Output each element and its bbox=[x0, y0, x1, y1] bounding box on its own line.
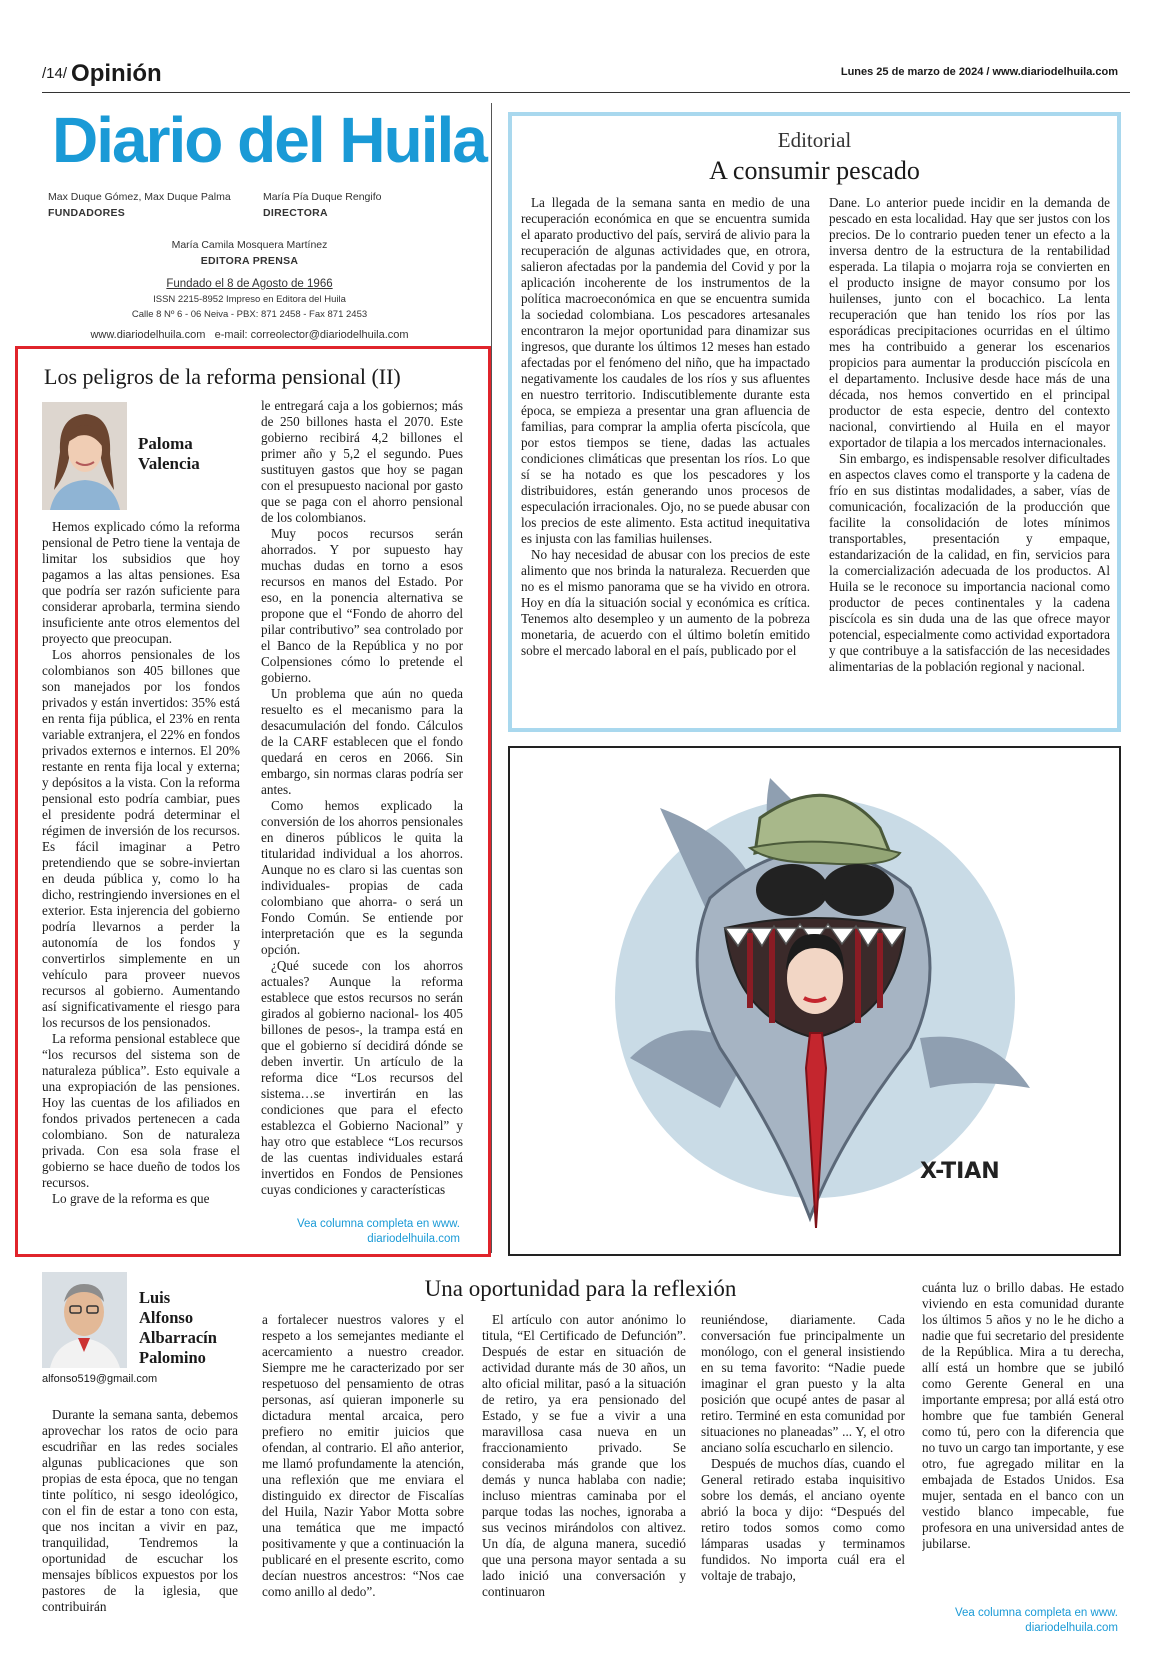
director-name: María Pía Duque Rengifo bbox=[263, 191, 382, 203]
author-photo bbox=[42, 402, 127, 510]
director-role: DIRECTORA bbox=[263, 207, 328, 219]
paragraph: La llegada de la semana santa en medio de una recuperación económica en que se encuentra sumida el aparato productivo del país, servirá de alivio para la recuperación de algunas actividades que, en otrora, salieron afectadas por la pandemia del Covid y por la aplicación incoherente de los instrumentos de la política macroeconómica en que se encuentra sumida la sociedad colombiana. Los pescadores artesanales encontraron la mejor oportunidad para dinamizar sus ingresos, que durante los últimos 12 meses han estado afectadas por el fenómeno del niño, que ha impactado negativamente los caudales de los ríos y sus afluentes en nuestro territorio. Indiscutiblemente durante esta época, se empieza a presentar una gran afluencia de familias, para comprar la amplia oferta piscícola, que por estos tiempos se tiene, dadas las actuales condiciones climáticas que presentan los ríos. Lo que sí se ha notado es que los pescadores y los distribuidores, están generando unos procesos de especulación irracionales. Ojo, no se puede abusar con los precios de este alimento. Esta actitud inequitativa es injusta con las familias huilenses. bbox=[521, 195, 810, 546]
author-name bbox=[139, 1288, 217, 1368]
website-link[interactable]: www.diariodelhuila.com bbox=[90, 329, 206, 341]
shark-cartoon-icon bbox=[510, 748, 1119, 1254]
paragraph: La reforma pensional establece que “los recursos del sistema son de naturaleza pública”. Esto equivale a una expropiación de las pensiones. Hoy las cuentas de los afiliados en fondos privados pertenecen a cada colombiano. Son de naturaleza privada. Con esa sola frase el gobierno se hace dueño de todos los recursos. bbox=[42, 1031, 240, 1190]
paragraph: Los ahorros pensionales de los colombianos son 405 billones que son manejados por los fondos privados y están invertidos: 35% está en renta fija pública, el 23% en renta variable extranjera, el 22% en fondos privados externos e internos. El 20% restante en renta fija local y externa; y depósitos a la vista. Con la reforma pensional esto podría cambiar, pues el presidente podrá determinar el régimen de inversión de los recursos. Es fácil imaginar a Petro pretendiendo que se sobre-inviertan en deuda pública y, como lo ha dicho, restringiendo inversiones en el exterior. Esta injerencia del gobierno podría llevarnos a perder la autonomía de los fondos y convertirlos simplemente en un vehículo para proveer nuevos recursos al gobierno. Aumentando así significativamente el riesgo para los recursos de los pensionados. bbox=[42, 647, 240, 1030]
author-name-line: Palomino bbox=[139, 1348, 206, 1367]
read-more-line1: Vea columna completa en www. bbox=[954, 1607, 1118, 1619]
author-portrait-icon bbox=[42, 402, 127, 510]
masthead-director bbox=[263, 189, 463, 221]
paragraph: Sin embargo, es indispensable resolver dificultades en aspectos claves como el transporte y la cadena de frío en sus distintas modalidades, a saber, vías de comunicación, focalización de la producción que facilite la consolidación de lotes mínimos transportables, presentación y empaque, estandarización de la calidad, en fin, servicios para la comercialización adecuada de los productos. Al Huila se le reconoce su importancia nacional como productor de peces continentales y la cadena piscícola es sin duda una de las que ofrece mayor potencial, especialmente como actividad exportadora y que contribuye a la satisfacción de las necesidades alimentarias de la población regional y nacional. bbox=[829, 451, 1110, 674]
column1-text-a bbox=[42, 519, 240, 1247]
paragraph: ¿Qué sucede con los ahorros actuales? Aunque la reforma establece que estos recursos no serán girados al gobierno nacional- los 405 billones de pesos-, la trampa está en que el gobierno sí decidirá dónde se deben invertir. Un artículo de la reforma dice “Los recursos del sistema…se invertirán en las condiciones que para el efecto establezca el Gobierno Nacional” y hay otro que establece “Los recursos de las cuentas individuales estará invertidos en Fondos de Pensiones cuyas condiciones y características bbox=[261, 958, 463, 1197]
column-divider bbox=[491, 103, 492, 1253]
column2-text-e bbox=[922, 1280, 1124, 1605]
founders-names: Max Duque Gómez, Max Duque Palma bbox=[48, 191, 231, 203]
paragraph: Un problema que aún no queda resuelto es el mecanismo para la desacumulación del fondo. Cálculos de la CARF establecen que el fondo quedará en ceros en 2066. Sin embargo, sin normas claras podría ser antes. bbox=[261, 686, 463, 797]
paragraph: Lo grave de la reforma es que bbox=[52, 1191, 210, 1206]
author-name-line: Luis bbox=[139, 1288, 171, 1307]
paragraph: Muy pocos recursos serán ahorrados. Y por supuesto hay muchas dudas en torno a esos recursos en manos del Estado. Por eso, en la ponencia alternativa se propone que el “Fondo de ahorro del pilar contributivo” sea controlado por el Banco de la República y no por Colpensiones cómo lo pretende el gobierno. bbox=[261, 526, 463, 685]
column2-text-d bbox=[701, 1312, 905, 1641]
paragraph: le entregará caja a los gobiernos; más de 250 billones hasta el 2070. Este gobierno recibirá 4,2 billones el primer año y 5,2 el segundo. Pues sustituyen gastos que hoy se pagan con el presupuesto nacional por gasto que se paga con el ahorro pensional de los colombianos. bbox=[261, 398, 463, 525]
editorial-text-a bbox=[521, 195, 810, 710]
paragraph: reuniéndose, diariamente. Cada conversación fue principalmente un monólogo, con el general insistiendo en su tema favorito: “Nadie puede imaginar el gran puesto y la alta posición que ocupé antes de pasar al retiro. Terminé en esta comunidad por situaciones no planeadas” ... Y, el otro anciano solía escucharlo en silencio. bbox=[701, 1312, 905, 1455]
issn: ISSN 2215-8952 Impreso en Editora del Huila bbox=[153, 294, 346, 305]
editorial-text-b bbox=[829, 195, 1110, 710]
column2-text-a bbox=[42, 1407, 238, 1641]
paragraph: No hay necesidad de abusar con los precios de este alimento que nos brinda la naturaleza. Recuerden que no es el mismo panorama que se ha vivido en otrora. Hoy en día la situación social y económica es crítica. Tenemos alto desempleo y un aumento de la pobreza monetaria, de acuerdo con el último boletín emitido sobre el mercado laboral en el país, publicado por el bbox=[521, 547, 810, 658]
masthead-founders bbox=[48, 189, 258, 221]
page-number: /14/ bbox=[42, 65, 68, 82]
header-date: Lunes 25 de marzo de 2024 / www.diariodelhuila.com bbox=[840, 66, 1118, 78]
editorial-cartoon bbox=[508, 746, 1121, 1256]
author-portrait-icon bbox=[42, 1272, 127, 1368]
masthead-editor bbox=[62, 237, 437, 269]
paragraph: cuánta luz o brillo dabas. He estado viviendo en esta comunidad durante los últimos 5 años y no le he dicho a nadie que fui secretario del presidente de la República. Mira a tu derecha, allí está un hombre que se jubiló como Gerente General en una importante empresa; por allá está otro hombre que fue también General como tú, pero con la diferencia que no tuvo un cargo tan importante, y ese otro, fue agregado militar en la embajada de Estados Unidos. Esa mujer, sentada en el banco con un vestido blanco impecable, fue profesora en una universidad antes de jubilarse. bbox=[922, 1280, 1124, 1551]
author-name-line: Albarracín bbox=[139, 1328, 217, 1347]
masthead-contact bbox=[62, 327, 437, 343]
paragraph: Dane. Lo anterior puede incidir en la demanda de pescado en esta localidad. Hay que ser justos con los precios. De lo contrario pueden tener un efecto a la inversa dentro de la estructura de la rentabilidad esperada. La tilapia o mojarra roja se convierten en el producto insigne de mayor consumo por los huilenses, junto con el bocachico. La lenta recuperación que han tenido los ríos por las esporádicas precipitaciones ocurridas en el último mes ha contribuido a generar los escenarios propicios para aumentar la producción piscícola en el departamento. Inclusive desde hace más de una década, nos hemos convertido en el principal productor de esta especie, dentro del contexto nacional, convirtiendo al Huila en el mayor exportador de tilapia a los mercados internacionales. bbox=[829, 195, 1110, 450]
section-header bbox=[42, 60, 162, 88]
site-link[interactable]: www.diariodelhuila.com bbox=[992, 66, 1118, 78]
section-name: Opinión bbox=[71, 60, 162, 87]
founded-date: Fundado el 8 de Agosto de 1966 bbox=[166, 278, 333, 290]
newspaper-logo: Diario del Huila bbox=[52, 104, 486, 176]
read-more-link[interactable] bbox=[260, 1217, 460, 1247]
paragraph: Después de muchos días, cuando el General retirado estaba inquisitivo sobre los demás, el anciano oyente abrió la boca y dijo: “Después del retiro todos somos como como lámparas usadas y terminamos fundidos. No importa cuál era el voltaje de trabajo, bbox=[701, 1456, 905, 1583]
editor-name: María Camila Mosquera Martínez bbox=[171, 239, 328, 251]
column2-text-c bbox=[482, 1312, 686, 1641]
address: Calle 8 Nº 6 - 06 Neiva - PBX: 871 2458 - Fax 871 2453 bbox=[131, 309, 368, 320]
paragraph: Hemos explicado cómo la reforma pensional de Petro tiene la ventaja de limitar los subsidios que hoy pagamos a las altas pensiones. Esa que podría ser razón suficiente para considerar aprobarla, termina siendo insuficiente ante otros elementos del proyecto que preocupan. bbox=[42, 519, 240, 646]
paragraph: Durante la semana santa, debemos aprovechar los ratos de ocio para escudriñar en las redes sociales algunas publicaciones que son propias de esta época, que no tengan tinte político, ni sesgo ideológico, con el fin de estar a tono con esta, que nos incitan a vivir en paz, tranquilidad, Tendremos la oportunidad de escuchar los mensajes bíblicos expuestos por los pastores de la iglesia, que contribuirán bbox=[42, 1407, 238, 1614]
read-more-line1: Vea columna completa en www. bbox=[296, 1218, 460, 1230]
email-link[interactable]: e-mail: correolector@diariodelhuila.com bbox=[214, 329, 409, 341]
masthead-info bbox=[62, 277, 437, 322]
column2-text-b bbox=[262, 1312, 464, 1641]
column1-text-b bbox=[261, 398, 463, 1213]
read-more-line2: diariodelhuila.com bbox=[367, 1233, 460, 1245]
header-rule bbox=[42, 92, 1130, 93]
editor-role: EDITORA PRENSA bbox=[200, 255, 299, 267]
column-title: Una oportunidad para la reflexión bbox=[424, 1276, 737, 1301]
paragraph: Como hemos explicado la conversión de los ahorros pensionales en dineros públicos le quita la titularidad individual a los ahorros. Aunque no es claro si las cuentas son individuales- propias de cada colombiano que ahorra- o será un Fondo Común. Se entiende por interpretación que es la segunda opción. bbox=[261, 798, 463, 957]
date-text: Lunes 25 de marzo de 2024 bbox=[840, 66, 984, 78]
author-name: Paloma Valencia bbox=[138, 434, 200, 473]
author-email[interactable]: alfonso519@gmail.com bbox=[42, 1373, 158, 1385]
paragraph: El artículo con autor anónimo lo titula, “El Certificado de Defunción”. Después de estar en situación de actividad durante más de 30 años, un alto oficial militar, pasó a la situación de retiro, ya era pensionado del Estado, y se fue a vivir a una maravillosa casa nueva en un fraccionamiento privado. Se consideraba más grande que los demás y nunca hablaba con nadie; incluso mientras caminaba por el parque todas las noches, ignoraba a sus vecinos mirándolos con altivez. Un día, de alguna manera, sucedió que una persona mayor sentada a su lado inició una conversación y continuaron bbox=[482, 1312, 686, 1599]
read-more-line2: diariodelhuila.com bbox=[1025, 1622, 1118, 1634]
cartoon-signature: X-TIAN bbox=[920, 1159, 1000, 1184]
author-photo bbox=[42, 1272, 127, 1368]
column-title: Los peligros de la reforma pensional (II) bbox=[44, 364, 401, 389]
founders-role: FUNDADORES bbox=[48, 207, 126, 219]
paragraph: a fortalecer nuestros valores y el respeto a los semejantes mediante el acercamiento a nuestro creador. Siempre me he caracterizado por ser respetuoso del pensamiento de otras personas, así quieran imponerle su dictadura mental arcaica, pero prefiero no emitir juicios que ofendan, al contrario. El año anterior, me llamó profundamente la atención, una reflexión que me enviara el distinguido ex director de Fiscalías del Huila, Nazir Yabor Motta sobre una temática que me impactó positivamente y que a continuación la publicaré en el presente escrito, como decían nuestros ancestros: “Nos cae como anillo al dedo”. bbox=[262, 1312, 464, 1599]
editorial-title: A consumir pescado bbox=[709, 156, 920, 185]
read-more-link[interactable] bbox=[920, 1606, 1118, 1636]
editorial-kicker: Editorial bbox=[777, 128, 852, 152]
author-name-line: Alfonso bbox=[139, 1308, 194, 1327]
